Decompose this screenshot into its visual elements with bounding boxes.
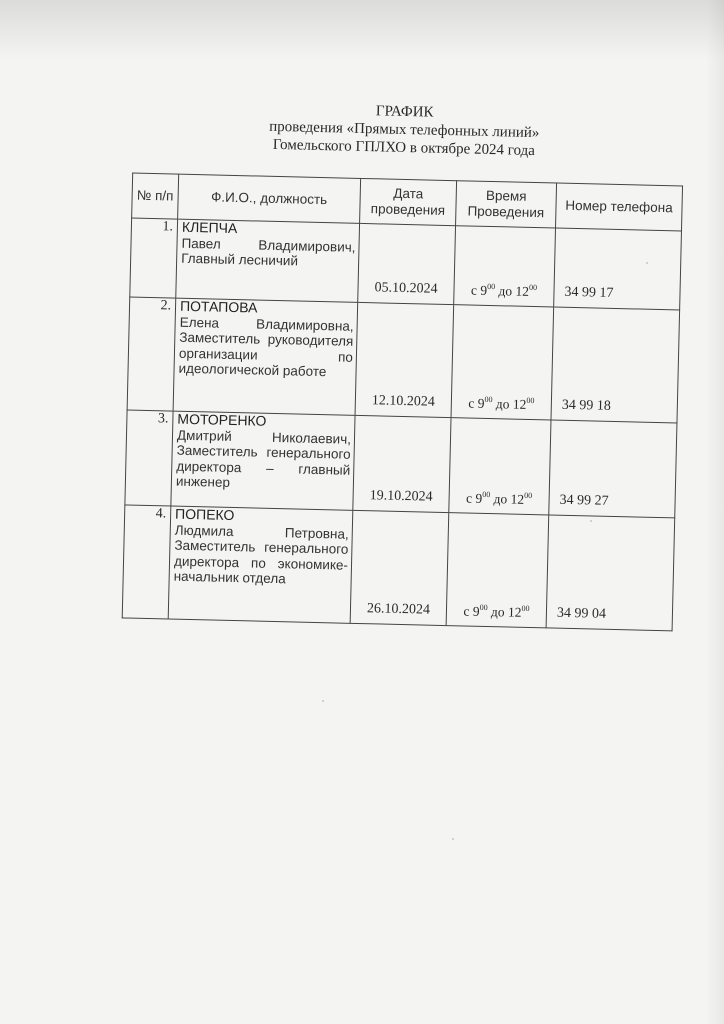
time-from: с 9 [463,603,480,619]
header-phone: Номер телефона [556,183,683,231]
header-time: Время Проведения [456,181,557,228]
row-phone: 34 99 04 [546,515,675,631]
document-heading [109,96,700,164]
row-surname: МОТОРЕНКО [177,410,267,429]
row-number: 3. [125,410,173,506]
scan-shadow-right [706,0,724,1024]
time-to-minutes: 00 [524,490,533,501]
row-date: 26.10.2024 [350,510,449,625]
scan-speck [590,520,592,522]
document-page [97,96,700,670]
time-to: до 12 [490,604,522,620]
row-phone: 34 99 17 [554,228,682,310]
row-number: 4. [122,505,171,619]
row-number: 1. [130,218,178,298]
row-surname: ПОТАПОВА [179,297,258,316]
time-from: с 9 [468,395,485,411]
table-row [125,410,677,518]
time-from-minutes: 00 [487,281,496,292]
time-to: до 12 [493,491,525,507]
row-time [449,418,551,515]
table-row [122,505,675,631]
scan-speck [452,838,454,840]
row-surname: ПОПЕКО [174,505,235,524]
scan-speck [322,700,324,702]
row-surname: КЛЕПЧА [181,218,238,237]
row-name-position [168,506,353,623]
row-position: Павел Владимирович, Главный лесничий [181,235,356,269]
time-from: с 9 [470,282,488,298]
row-phone: 34 99 27 [549,420,677,518]
time-from-minutes: 00 [482,489,491,500]
header-name-position: Ф.И.О., должность [178,174,361,223]
time-to-minutes: 00 [521,603,530,614]
row-date: 19.10.2024 [353,415,451,512]
row-time [451,305,554,420]
document-subtitle-line2: Гомельского ГПЛХО в октябре 2024 года [272,136,536,160]
time-from-minutes: 00 [484,394,493,405]
row-date: 12.10.2024 [355,302,454,417]
time-to-minutes: 00 [526,395,535,406]
scan-speck [646,262,648,264]
row-position: Дмитрий Николаевич, Заместитель генерального директора – главный инженер [175,427,352,490]
time-to: до 12 [498,283,530,299]
table-row [130,218,682,310]
document-title: ГРАФИК [375,103,434,121]
row-time [454,226,556,307]
row-name-position [176,219,360,302]
row-name-position [173,298,358,415]
header-number: № п/п [132,173,179,219]
time-to-minutes: 00 [529,282,538,293]
schedule-table [122,173,683,632]
time-from: с 9 [465,490,483,506]
time-to: до 12 [495,396,527,412]
row-phone: 34 99 18 [551,307,680,423]
header-date: Дата проведения [360,178,457,225]
row-number: 2. [127,297,176,411]
row-position: Елена Владимировна, Заместитель руководителя организации по идеологической работе [178,314,354,380]
time-from-minutes: 00 [479,602,488,613]
row-name-position [171,411,355,510]
scan-shadow-top [0,0,724,60]
row-date: 05.10.2024 [358,223,456,304]
row-position: Людмила Петровна, Заместитель генерального директора по экономике-начальник отдела [173,522,349,587]
table-row [127,297,680,423]
document-subtitle-line1: проведения «Прямых телефонных линий» [268,118,540,142]
row-time [446,513,549,628]
